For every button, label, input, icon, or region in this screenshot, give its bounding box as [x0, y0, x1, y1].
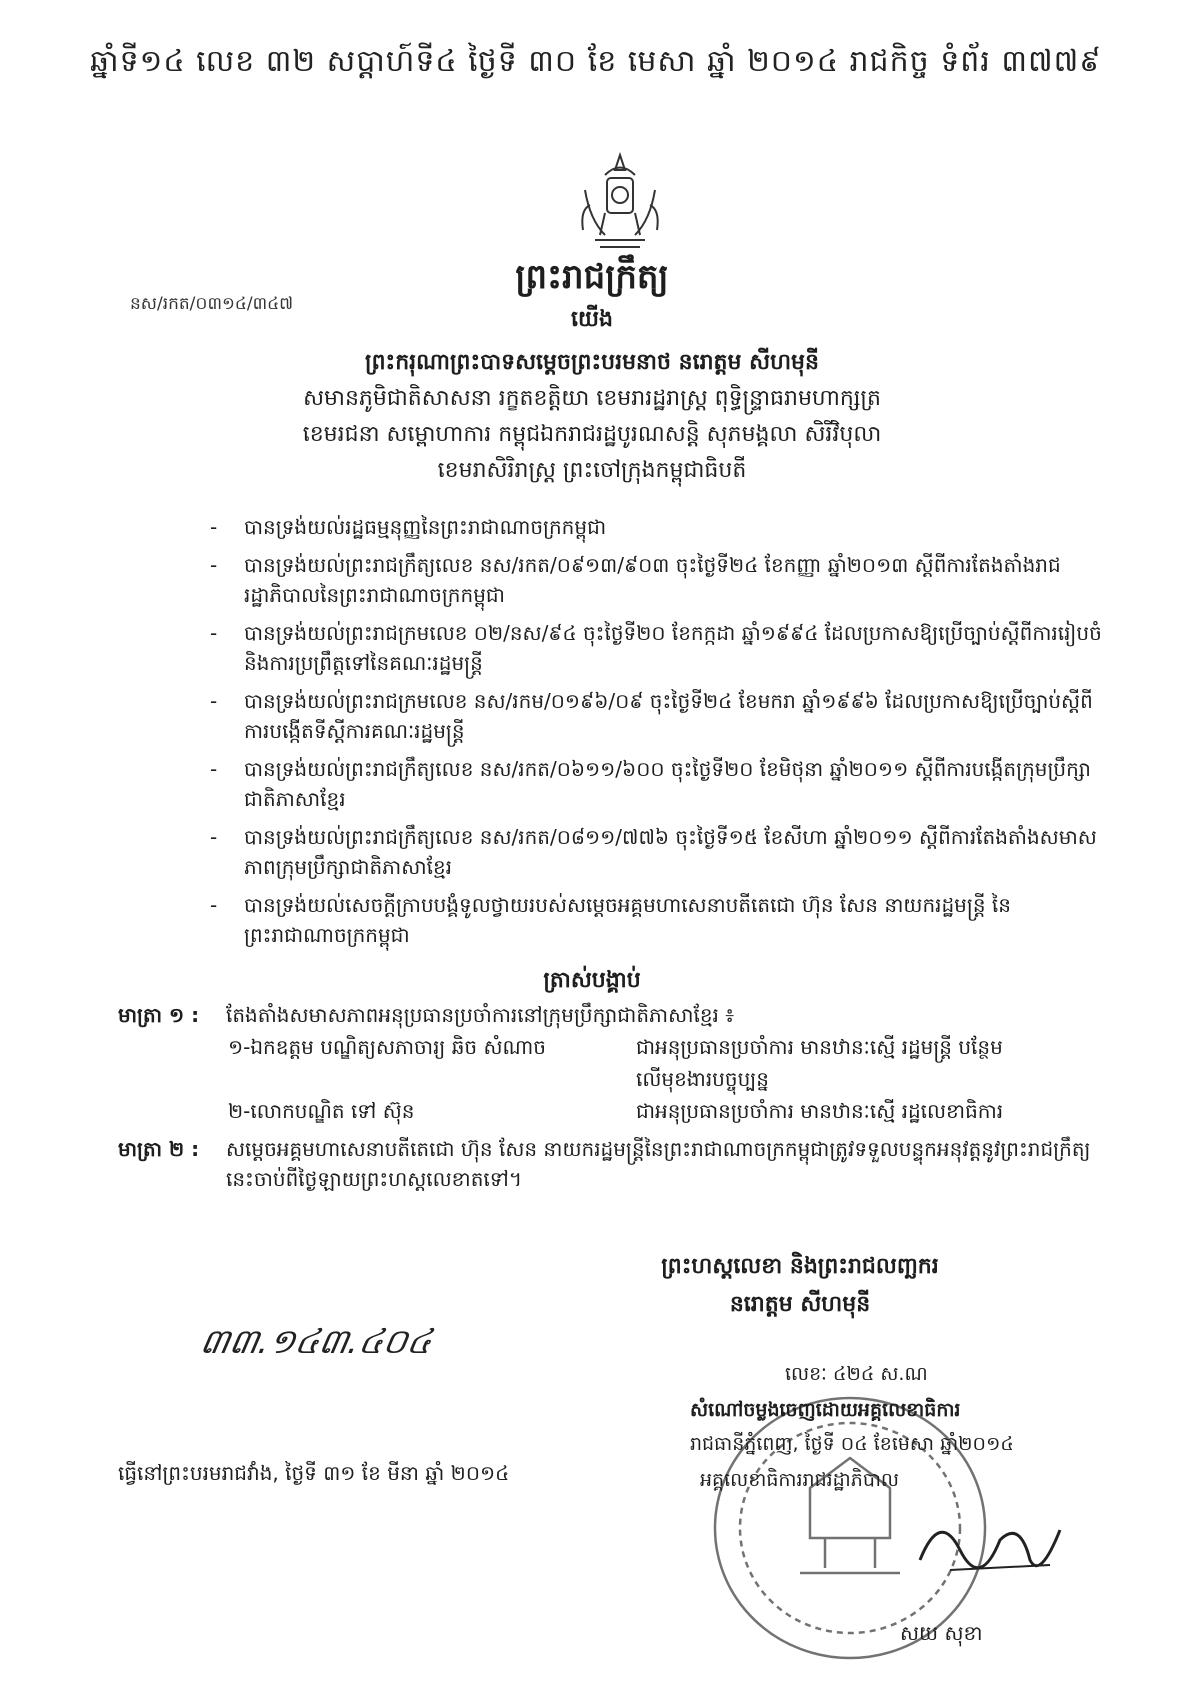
reference-number: នស/រកត/០៣១៤/៣៤៧ — [130, 294, 294, 314]
consideration-item: - បានទ្រង់យល់ព្រះរាជក្រមលេខ ០២/នស/៩៤ ចុះថ្ងៃទី២០ ខែកក្កដា ឆ្នាំ១៩៩៤ ដែលប្រកាសឱ្យប្រើច្បាប់ស្តីពីការរៀបចំនិងការប្រព្រឹត្តទៅនៃគណៈរដ្ឋមន្ត្រី — [210, 621, 1102, 675]
we-heading: យើង — [571, 307, 613, 332]
registration-number: លេខៈ ៤២៤ ស.ណ — [785, 1363, 928, 1385]
appointee-2-name: ២-លោកបណ្ឌិត ទៅ ស៊ុន — [228, 1099, 415, 1123]
issuing-office: អគ្គលេខាធិការរាជរដ្ឋាភិបាល — [700, 1469, 899, 1491]
consideration-item: - បានទ្រង់យល់ព្រះរាជក្រឹត្យលេខ នស/រកត/០៦១១/៦០០ ចុះថ្ងៃទី២០ ខែមិថុនា ឆ្នាំ២០១១ ស្តីពីការបង្កើតក្រុមប្រឹក្សាជាតិភាសាខ្មែរ — [210, 757, 1091, 811]
consideration-item: - បានទ្រង់យល់ព្រះរាជក្រមលេខ នស/រកម/០១៩៦/០៩ ចុះថ្ងៃទី២៤ ខែមករា ឆ្នាំ១៩៩៦ ដែលប្រកាសឱ្យប្រើច្បាប់ស្តីពីការបង្កើតទីស្តីការគណៈរដ្ឋមន្ត្រី — [210, 689, 1093, 743]
king-title-line: សមានភូមិជាតិសាសនា រក្ខតខត្តិយា ខេមរារដ្ឋរាស្ត្រ ពុទ្ធិន្ទ្រាធរាមហាក្សត្រ — [303, 386, 881, 411]
article-1-label: មាត្រា ១ : — [118, 1003, 200, 1027]
article-1-text: តែងតាំងសមាសភាពអនុប្រធានប្រចាំការនៅក្រុមប្រឹក្សាជាតិភាសាខ្មែរ ៖ — [226, 1003, 735, 1027]
place-and-date: ធ្វើនៅព្រះបរមរាជវាំង, ថ្ងៃទី ៣១ ខែ មីនា ឆ្នាំ ២០១៤ — [118, 1461, 510, 1485]
consideration-item: - បានទ្រង់យល់ព្រះរាជក្រឹត្យលេខ នស/រកត/០៩១៣/៩០៣ ចុះថ្ងៃទី២៤ ខែកញ្ញា ឆ្នាំ២០១៣ ស្តីពីការតែងតាំងរាជរដ្ឋាភិបាលនៃព្រះរាជាណាចក្រកម្ពុជា — [210, 553, 1061, 607]
king-title-line: ខេមរាសិរិរាស្ត្រ ព្រះចៅក្រុងកម្ពុជាធិបតី — [437, 458, 747, 483]
copy-certification: សំណៅចម្លងចេញដោយអគ្គលេខាធិការ — [690, 1399, 961, 1421]
royal-signature-heading: ព្រះហស្តលេខា និងព្រះរាជលញ្ឆករ — [661, 1254, 939, 1279]
considerations-list — [210, 512, 1110, 958]
consideration-item: - បានទ្រង់យល់ព្រះរាជក្រឹត្យលេខ នស/រកត/០៨១១/៧៧៦ ចុះថ្ងៃទី១៥ ខែសីហា ឆ្នាំ២០១១ ស្តីពីការតែងតាំងសមាសភាពក្រុមប្រឹក្សាជាតិភាសាខ្មែរ — [210, 825, 1097, 879]
appointee-1-role: ជាអនុប្រធានប្រចាំការ មានឋានៈស្មើ រដ្ឋមន្ត្រី បន្ថែម — [636, 1035, 1003, 1059]
signatory-name: សយ សុខា — [900, 1621, 983, 1645]
decree-heading: ត្រាស់បង្គាប់ — [543, 968, 641, 993]
king-title-line: ខេមរជនា សម្ពោហាការ កម្ពុជឯករាជរដ្ឋបូរណសន្តិ សុភមង្គលា សិរីវិបុលា — [302, 422, 882, 447]
consideration-item: - បានទ្រង់យល់សេចក្តីក្រាបបង្គំទូលថ្វាយរបស់សម្តេចអគ្គមហាសេនាបតីតេជោ ហ៊ុន សែន នាយករដ្ឋមន្ត្រី នៃព្រះរាជាណាចក្រកម្ពុជា — [210, 893, 1011, 947]
consideration-item: - បានទ្រង់យល់រដ្ឋធម្មនុញ្ញនៃព្រះរាជាណាចក្រកម្ពុជា — [210, 515, 607, 539]
handwritten-signature-icon — [910, 1490, 1070, 1590]
appointee-1-name: ១-ឯកឧត្តម បណ្ឌិត្យសភាចារ្យ ឆិច សំណាច — [228, 1035, 546, 1059]
document-title: ព្រះរាជក្រឹត្យ — [515, 257, 669, 297]
article-2-label: មាត្រា ២ : — [118, 1137, 200, 1161]
article-2-text: សម្តេចអគ្គមហាសេនាបតីតេជោ ហ៊ុន សែន នាយករដ្ឋមន្ត្រីនៃព្រះរាជាណាចក្រកម្ពុជាត្រូវទទួលបន្ទុកអនុវត្តនូវព្រះរាជក្រឹត្យនេះចាប់ពីថ្ងៃឡាយព្រះហស្តលេខាតទៅ។ — [226, 1137, 1091, 1191]
appointee-2-role: ជាអនុប្រធានប្រចាំការ មានឋានៈស្មើ រដ្ឋលេខាធិការ — [636, 1099, 1004, 1123]
king-name: នរោត្តម សីហមុនី — [729, 1292, 871, 1317]
gazette-header: ឆ្នាំទី១៤ លេខ ៣២ សប្តាហ៍ទី៤ ថ្ងៃទី ៣០ ខែ មេសា ឆ្នាំ ២០១៤ រាជកិច្ច ទំព័រ ៣៧៧៩ — [90, 44, 1102, 79]
registration-date: រាជធានីភ្នំពេញ, ថ្ងៃទី ០៤ ខែមេសា ឆ្នាំ២០១៤ — [690, 1433, 1014, 1455]
appointee-1-role-cont: លើមុខងារបច្ចុប្បន្ន — [636, 1067, 769, 1091]
royal-emblem-icon — [565, 150, 675, 260]
handwritten-number: ៣៣.១៤៣.៤០៤ — [197, 1322, 435, 1362]
king-title-line: ព្រះករុណាព្រះបាទសម្តេចព្រះបរមនាថ នរោត្តម សីហមុនី — [365, 350, 819, 375]
article-1 — [118, 1000, 1118, 1030]
